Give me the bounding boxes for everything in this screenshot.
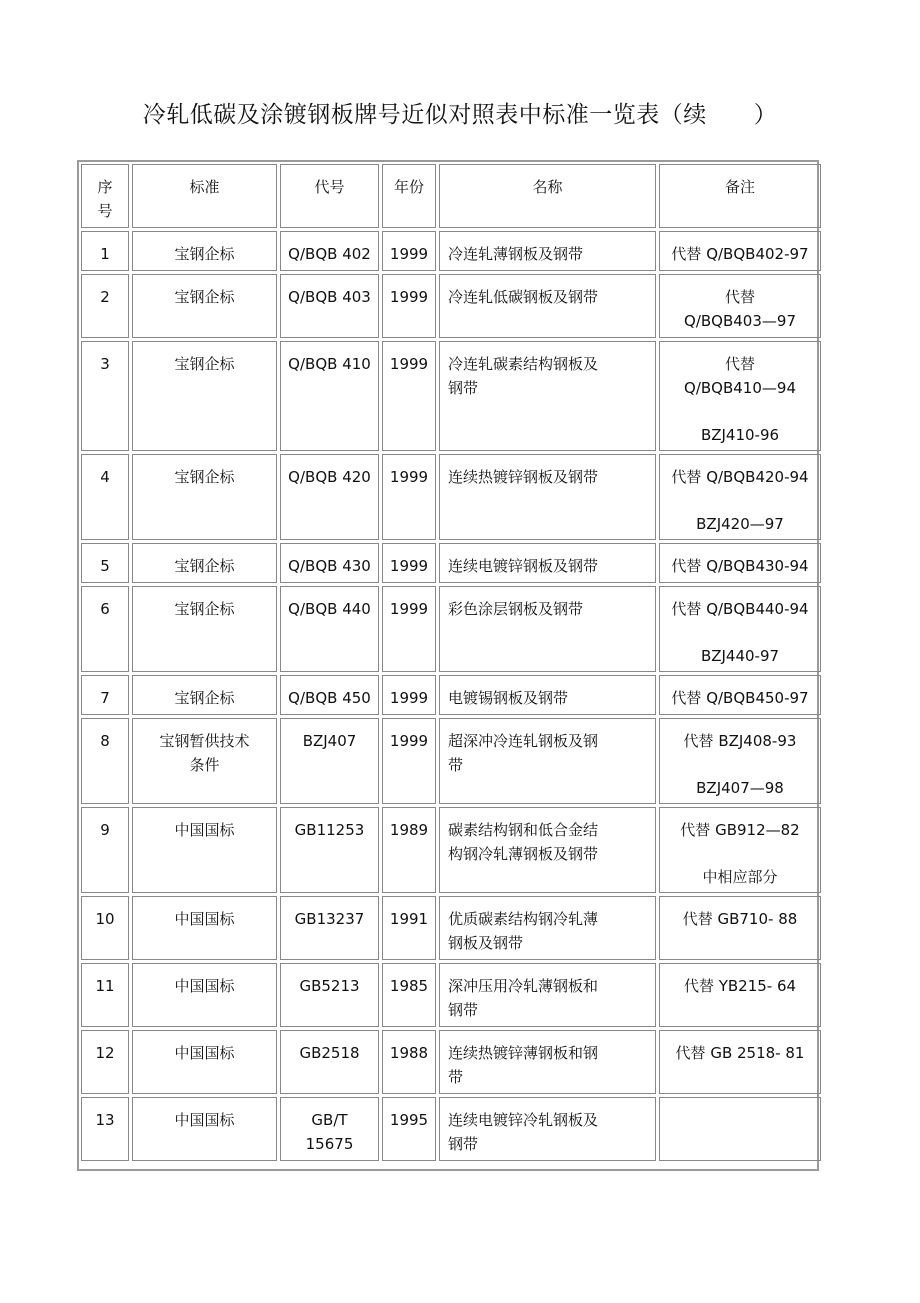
cell-year: 1999	[382, 718, 436, 804]
cell-seq: 12	[81, 1030, 129, 1094]
table-row	[81, 454, 821, 540]
cell-seq: 6	[81, 586, 129, 672]
cell-name: 超深冲冷连轧钢板及钢 带	[439, 718, 656, 804]
cell-remark: 代替 Q/BQB403—97	[659, 274, 821, 338]
cell-seq: 4	[81, 454, 129, 540]
cell-remark: 代替 YB215- 64	[659, 963, 821, 1027]
cell-code: GB13237	[280, 896, 379, 960]
cell-code: Q/BQB 420	[280, 454, 379, 540]
cell-name: 冷连轧薄钢板及钢带	[439, 231, 656, 271]
cell-seq: 8	[81, 718, 129, 804]
cell-name: 优质碳素结构钢冷轧薄 钢板及钢带	[439, 896, 656, 960]
cell-standard: 宝钢企标	[132, 454, 277, 540]
table-row	[81, 963, 821, 1027]
table-row	[81, 231, 821, 271]
cell-remark: 代替 GB 2518- 81	[659, 1030, 821, 1094]
cell-seq: 11	[81, 963, 129, 1027]
cell-remark: 代替 Q/BQB420-94 BZJ420—97	[659, 454, 821, 540]
cell-standard: 宝钢企标	[132, 675, 277, 715]
cell-year: 1995	[382, 1097, 436, 1161]
header-year: 年份	[382, 164, 436, 228]
cell-standard: 中国国标	[132, 1097, 277, 1161]
table-row	[81, 543, 821, 583]
cell-seq: 13	[81, 1097, 129, 1161]
cell-standard: 中国国标	[132, 807, 277, 893]
cell-code: Q/BQB 410	[280, 341, 379, 451]
cell-year: 1999	[382, 274, 436, 338]
cell-standard: 中国国标	[132, 963, 277, 1027]
table-row	[81, 896, 821, 960]
cell-code: Q/BQB 450	[280, 675, 379, 715]
cell-remark: 代替 GB710- 88	[659, 896, 821, 960]
cell-seq: 5	[81, 543, 129, 583]
cell-remark: 代替 Q/BQB450-97	[659, 675, 821, 715]
header-name: 名称	[439, 164, 656, 228]
cell-code: Q/BQB 430	[280, 543, 379, 583]
cell-remark: 代替 Q/BQB440-94 BZJ440-97	[659, 586, 821, 672]
cell-seq: 3	[81, 341, 129, 451]
cell-code: Q/BQB 440	[280, 586, 379, 672]
cell-standard: 宝钢暂供技术 条件	[132, 718, 277, 804]
table-row	[81, 675, 821, 715]
cell-remark: 代替 Q/BQB410—94 BZJ410-96	[659, 341, 821, 451]
cell-standard: 宝钢企标	[132, 274, 277, 338]
cell-remark	[659, 1097, 821, 1161]
cell-name: 冷连轧低碳钢板及钢带	[439, 274, 656, 338]
cell-remark: 代替 GB912—82 中相应部分	[659, 807, 821, 893]
header-code: 代号	[280, 164, 379, 228]
cell-code: GB2518	[280, 1030, 379, 1094]
cell-code: Q/BQB 402	[280, 231, 379, 271]
cell-seq: 1	[81, 231, 129, 271]
table-row	[81, 341, 821, 451]
cell-name: 彩色涂层钢板及钢带	[439, 586, 656, 672]
cell-seq: 7	[81, 675, 129, 715]
table-row	[81, 1030, 821, 1094]
cell-year: 1988	[382, 1030, 436, 1094]
cell-code: GB11253	[280, 807, 379, 893]
table-header-row	[81, 164, 821, 228]
cell-name: 电镀锡钢板及钢带	[439, 675, 656, 715]
header-remark: 备注	[659, 164, 821, 228]
table-row	[81, 718, 821, 804]
cell-year: 1999	[382, 543, 436, 583]
cell-standard: 中国国标	[132, 896, 277, 960]
cell-year: 1999	[382, 341, 436, 451]
cell-code: GB/T 15675	[280, 1097, 379, 1161]
cell-seq: 9	[81, 807, 129, 893]
header-standard: 标准	[132, 164, 277, 228]
table-row	[81, 807, 821, 893]
cell-code: Q/BQB 403	[280, 274, 379, 338]
cell-standard: 中国国标	[132, 1030, 277, 1094]
cell-standard: 宝钢企标	[132, 341, 277, 451]
cell-remark: 代替 Q/BQB402-97	[659, 231, 821, 271]
cell-year: 1999	[382, 231, 436, 271]
cell-year: 1999	[382, 586, 436, 672]
cell-seq: 10	[81, 896, 129, 960]
header-seq: 序 号	[81, 164, 129, 228]
table-body	[81, 231, 821, 1161]
cell-name: 连续电镀锌钢板及钢带	[439, 543, 656, 583]
table-row	[81, 586, 821, 672]
cell-year: 1989	[382, 807, 436, 893]
cell-name: 冷连轧碳素结构钢板及 钢带	[439, 341, 656, 451]
table-row	[81, 1097, 821, 1161]
cell-standard: 宝钢企标	[132, 543, 277, 583]
table-row	[81, 274, 821, 338]
cell-name: 连续热镀锌薄钢板和钢 带	[439, 1030, 656, 1094]
cell-year: 1985	[382, 963, 436, 1027]
cell-standard: 宝钢企标	[132, 231, 277, 271]
page-title: 冷轧低碳及涂镀钢板牌号近似对照表中标准一览表（续 ）	[142, 102, 778, 128]
cell-remark: 代替 Q/BQB430-94	[659, 543, 821, 583]
cell-code: BZJ407	[280, 718, 379, 804]
cell-name: 连续电镀锌冷轧钢板及 钢带	[439, 1097, 656, 1161]
cell-standard: 宝钢企标	[132, 586, 277, 672]
standards-table	[78, 161, 824, 1164]
cell-name: 深冲压用冷轧薄钢板和 钢带	[439, 963, 656, 1027]
cell-seq: 2	[81, 274, 129, 338]
cell-year: 1999	[382, 454, 436, 540]
cell-name: 碳素结构钢和低合金结 构钢冷轧薄钢板及钢带	[439, 807, 656, 893]
cell-code: GB5213	[280, 963, 379, 1027]
cell-year: 1999	[382, 675, 436, 715]
cell-remark: 代替 BZJ408-93 BZJ407—98	[659, 718, 821, 804]
cell-year: 1991	[382, 896, 436, 960]
cell-name: 连续热镀锌钢板及钢带	[439, 454, 656, 540]
